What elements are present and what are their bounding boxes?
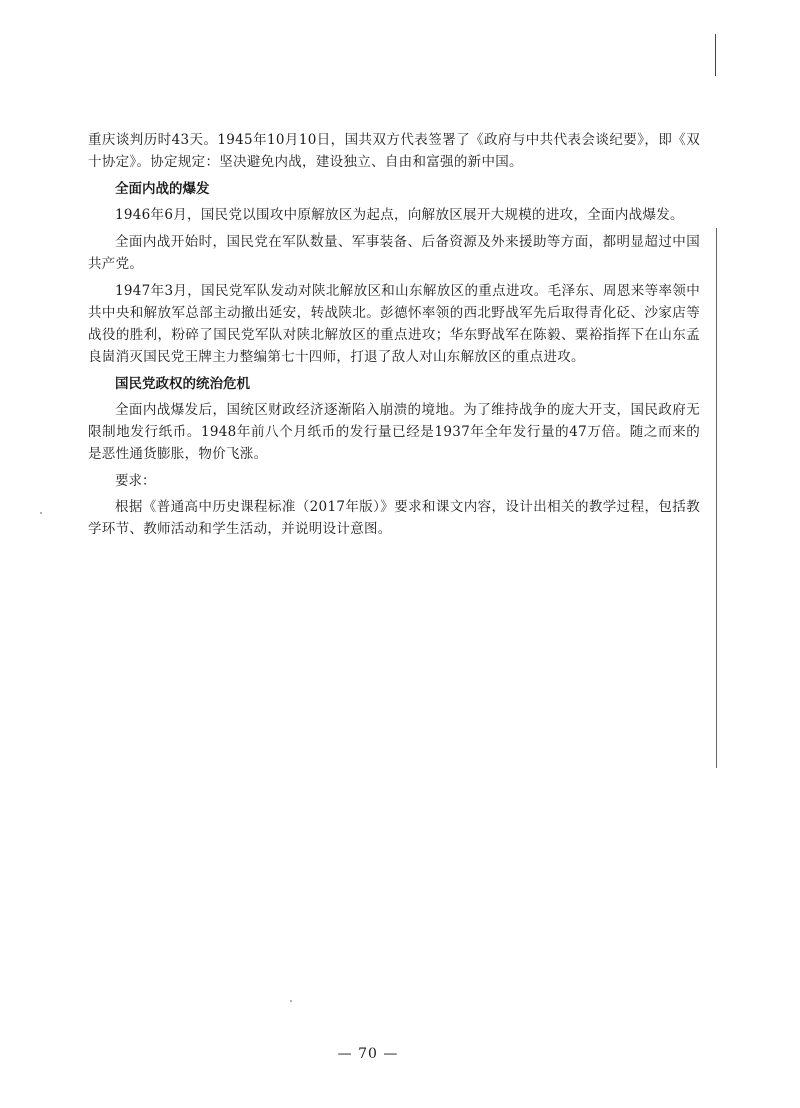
scan-edge-line (715, 34, 716, 76)
scan-speck (40, 512, 42, 514)
paragraph-economic-collapse: 全面内战爆发后，国统区财政经济逐渐陷入崩溃的境地。为了维持战争的庞大开支，国民政府无限制地发行纸币。1948年前八个月纸币的发行量已经是1937年全年发行量的47万倍。随之而来的是恶性通货膨胀，物价飞涨。 (88, 402, 700, 462)
requirement-label: 要求： (115, 473, 156, 489)
page-number: — 70 — (337, 1046, 399, 1062)
paragraph-kmt-advantages: 全面内战开始时，国民党在军队数量、军事装备、后备资源及外来援助等方面，都明显超过中国共产党。 (88, 234, 700, 272)
section-heading-kmt-crisis: 国民党政权的统治危机 (115, 376, 250, 392)
scan-edge-line (716, 228, 717, 768)
paragraph-1947-key-attacks: 1947年3月，国民党军队发动对陕北解放区和山东解放区的重点进攻。毛泽东、周恩来等率领中共中央和解放军总部主动撤出延安，转战陕北。彭德怀率领的西北野战军先后取得青化砭、沙家店等战役的胜利，粉碎了国民党军队对陕北解放区的重点进攻；华东野战军在陈毅、粟裕指挥下在山东孟良崮消灭国民党王牌主力整编第七十四师，打退了敌人对山东解放区的重点进攻。 (88, 283, 700, 365)
scan-speck (290, 1000, 292, 1002)
section-heading-civil-war-outbreak: 全面内战的爆发 (115, 181, 210, 197)
paragraph-requirement-task: 根据《普通高中历史课程标准（2017年版）》要求和课文内容，设计出相关的教学过程，包括教学环节、教师活动和学生活动，并说明设计意图。 (88, 499, 700, 537)
document-body (88, 129, 700, 545)
paragraph-chongqing-negotiation: 重庆谈判历时43天。1945年10月10日，国共双方代表签署了《政府与中共代表会谈纪要》，即《双十协定》。协定规定：坚决避免内战，建设独立、自由和富强的新中国。 (88, 132, 700, 170)
paragraph-1946-offensive: 1946年6月，国民党以围攻中原解放区为起点，向解放区展开大规模的进攻，全面内战爆发。 (115, 207, 684, 223)
